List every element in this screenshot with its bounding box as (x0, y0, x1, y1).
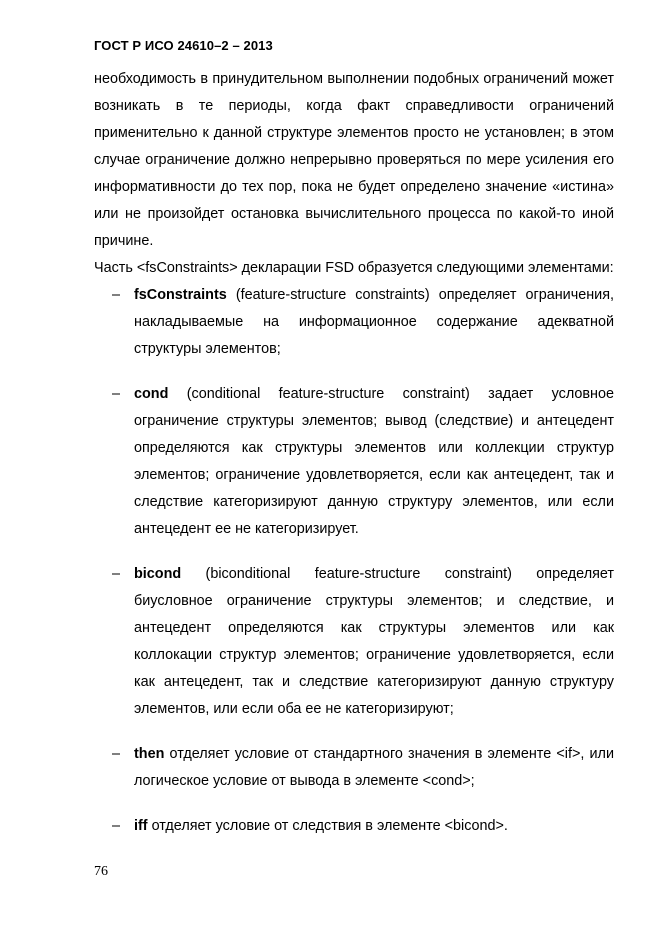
definition: (conditional feature-structure constraint) задает условное ограничение структуры элементов; вывод (следствие) и антецедент определяются как структуры элементов или коллекции структур элементов; ограничение удовлетворяется, если как антецедент, так и следствие категоризируют данную структуру элементов, или если антецедент ее не категоризирует. (134, 386, 614, 537)
list-dash: – (112, 287, 121, 303)
page-number: 76 (94, 864, 108, 879)
definition: (biconditional feature-structure constraint) определяет биусловное ограничение структуры элементов; и следствие, и антецедент определяются как структуры элементов или как коллокации структур элементов; ограничение удовлетворяется, если как антецедент, так и следствие категоризируют данную структуру элементов, или если оба ее не категоризируют; (134, 566, 614, 717)
term: fsConstraints (134, 287, 227, 303)
paragraph: Часть <fsConstraints> декларации FSD образуется следующими элементами: (94, 260, 614, 276)
list-dash: – (112, 566, 121, 582)
list-item-bicond (94, 561, 614, 723)
document-header: ГОСТ Р ИСО 24610–2 – 2013 (94, 38, 273, 53)
definition: отделяет условие от следствия в элементе <bicond>. (147, 818, 508, 834)
list-item-iff (94, 813, 614, 840)
term: cond (134, 386, 169, 402)
definition: отделяет условие от стандартного значения в элементе <if>, или логическое условие от вывода в элементе <cond>; (134, 746, 614, 789)
list-item-fsconstraints (94, 282, 614, 363)
document-body (94, 66, 614, 840)
definition-list (94, 282, 614, 840)
paragraph: необходимость в принудительном выполнении подобных ограничений может возникать в те периоды, когда факт справедливости ограничений применительно к данной структуре элементов просто не установлен; в этом случае ограничение должно непрерывно проверяться по мере усиления его информативности до тех пор, пока не будет определено значение «истина» или не произойдет остановка вычислительного процесса по какой-то иной причине. (94, 71, 614, 249)
list-dash: – (112, 746, 121, 762)
definition: (feature-structure constraints) определяет ограничения, накладываемые на информационное содержание адекватной структуры элементов; (134, 287, 614, 357)
list-dash: – (112, 386, 121, 402)
list-item-cond (94, 381, 614, 543)
term: iff (134, 818, 148, 834)
term: bicond (134, 566, 182, 582)
list-dash: – (112, 818, 121, 834)
list-item-then (94, 741, 614, 795)
term: then (134, 746, 165, 762)
